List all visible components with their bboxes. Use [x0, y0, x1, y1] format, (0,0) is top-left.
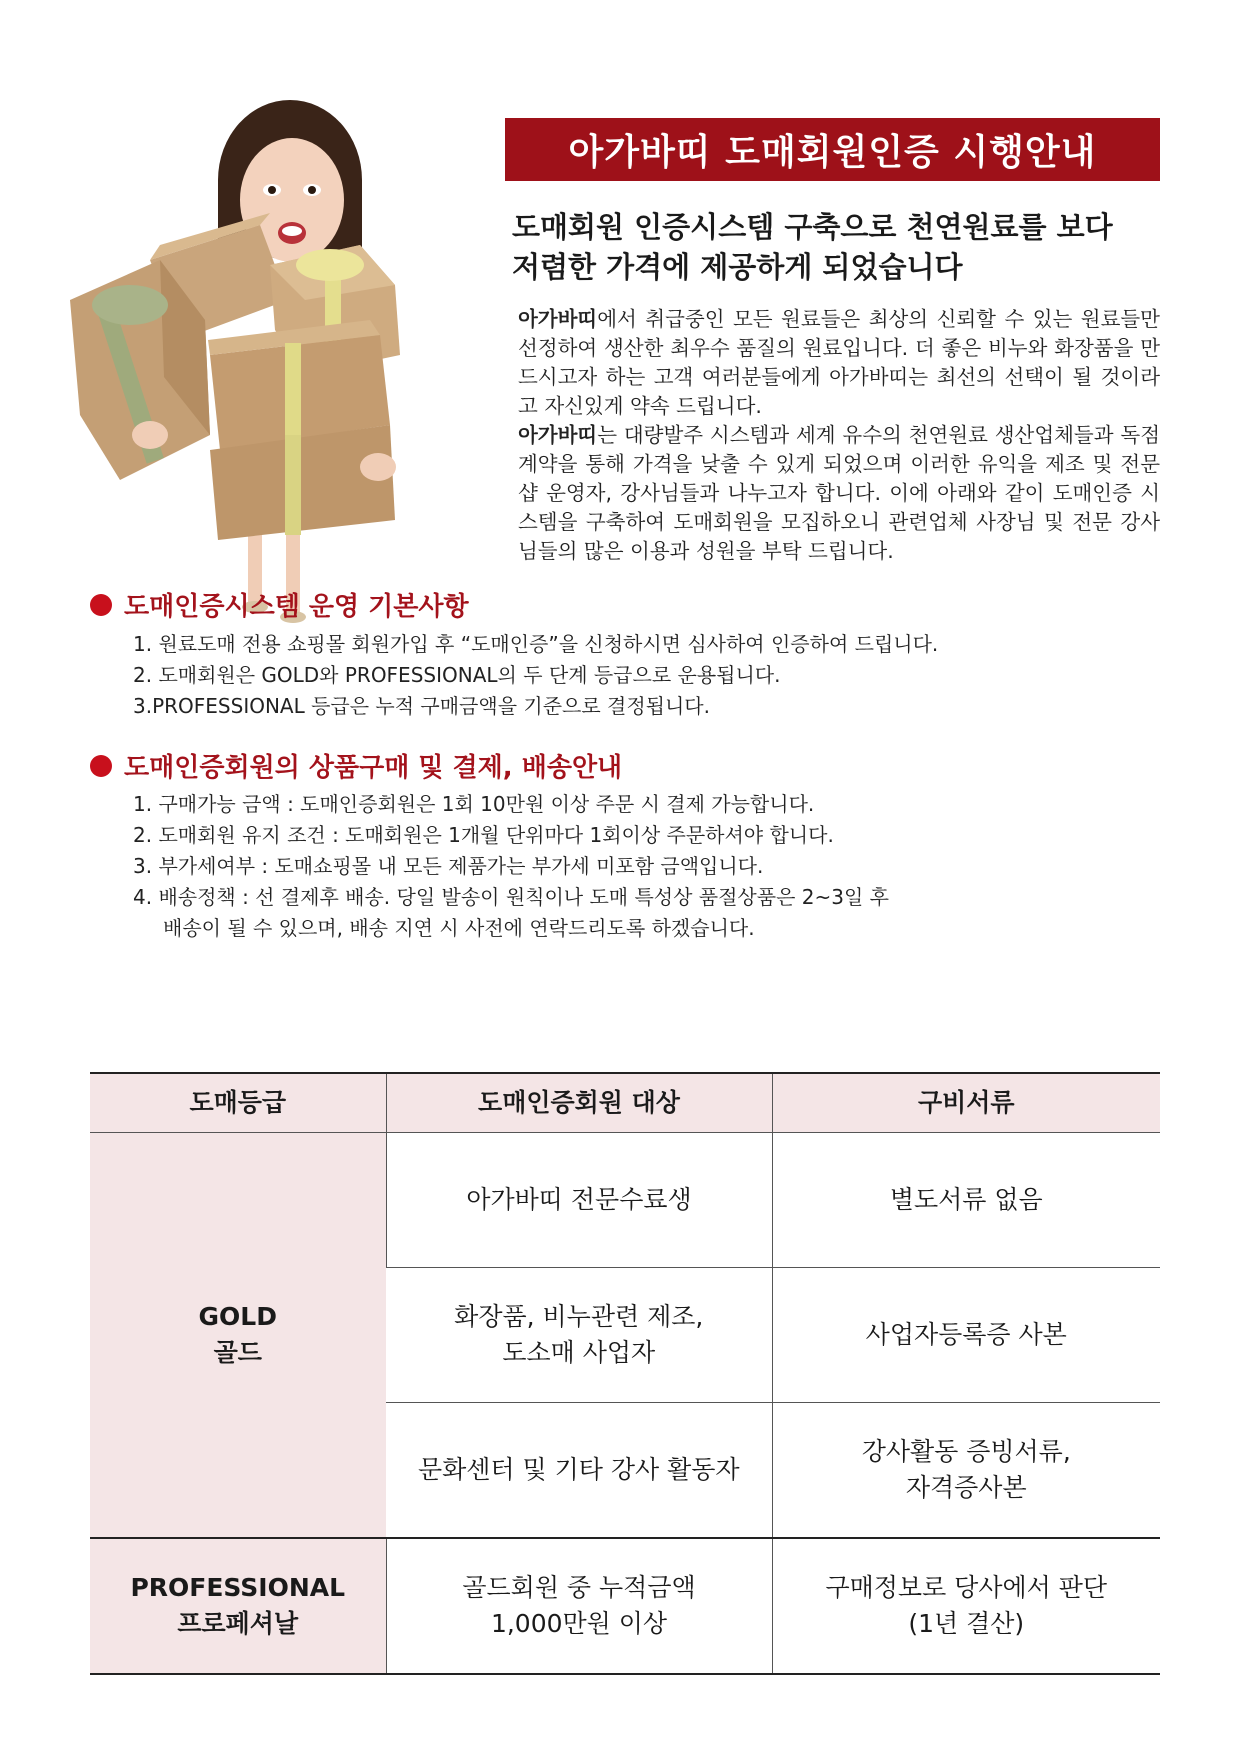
subtitle [512, 207, 1162, 287]
intro-paragraph-1-text: 에서 취급중인 모든 원료들은 최상의 신뢰할 수 있는 원료들만 선정하여 생산한 최우수 품질의 원료입니다. 더 좋은 비누와 화장품을 만드시고자 하는 고객 여러분들에게 아가바띠는 최선의 선택이 될 것이라고 자신있게 약속 드립니다. [518, 307, 1160, 418]
section-1-heading [90, 586, 469, 623]
bullet-dot-icon [90, 755, 112, 777]
list-item: 2. 도매회원은 GOLD와 PROFESSIONAL의 두 단계 등급으로 운용됩니다. [133, 663, 781, 687]
documents-cell [772, 1268, 1160, 1403]
list-item: 3.PROFESSIONAL 등급은 누적 구매금액을 기준으로 결정됩니다. [133, 694, 710, 718]
grade-gold-en: GOLD [198, 1302, 277, 1331]
brand-name: 아가바띠 [518, 307, 598, 331]
grade-gold-ko: 골드 [213, 1338, 262, 1367]
documents-line: 사업자등록증 사본 [865, 1320, 1067, 1349]
section-1-list [133, 629, 1133, 722]
list-item: 1. 원료도매 전용 쇼핑몰 회원가입 후 “도매인증”을 신청하시면 심사하여 인증하여 드립니다. [133, 632, 939, 656]
documents-line: 구매정보로 당사에서 판단 [825, 1573, 1108, 1602]
target-line: 문화센터 및 기타 강사 활동자 [417, 1455, 740, 1484]
list-item: 4. 배송정책 : 선 결제후 배송. 당일 발송이 원칙이나 도매 특성상 품절상품은 2~3일 후 [133, 885, 889, 909]
membership-grade-table [90, 1072, 1160, 1675]
table-header-row [90, 1073, 1160, 1133]
brand-name: 아가바띠 [518, 423, 598, 447]
section-2-title: 도매인증회원의 상품구매 및 결제, 배송안내 [124, 753, 623, 783]
target-cell [386, 1133, 772, 1268]
documents-line: 별도서류 없음 [889, 1185, 1043, 1214]
documents-line: 자격증사본 [905, 1473, 1027, 1502]
intro-paragraph-2-text: 는 대량발주 시스템과 세계 유수의 천연원료 생산업체들과 독점계약을 통해 가격을 낮출 수 있게 되었으며 이러한 유익을 제조 및 전문샵 운영자, 강사님들과 나누고자 합니다. 이에 아래와 같이 도매인증 시스템을 구축하여 도매회원을 모집하오니 관련업체 사장님 및 전문 강사님들의 많은 이용과 성원을 부탁 드립니다. [518, 423, 1160, 563]
list-item: 1. 구매가능 금액 : 도매인증회원은 1회 10만원 이상 주문 시 결제 가능합니다. [133, 792, 815, 816]
section-2-list [133, 789, 1133, 944]
grade-gold [90, 1133, 386, 1539]
target-cell [386, 1268, 772, 1403]
section-1-title: 도매인증시스템 운영 기본사항 [124, 592, 469, 622]
page-title-banner [505, 118, 1160, 181]
bullet-dot-icon [90, 594, 112, 616]
target-line: 아가바띠 전문수료생 [466, 1185, 692, 1214]
table-row [90, 1538, 1160, 1674]
header-grade: 도매등급 [90, 1073, 386, 1133]
target-line: 도소매 사업자 [502, 1338, 656, 1367]
target-cell [386, 1403, 772, 1539]
header-documents: 구비서류 [772, 1073, 1160, 1133]
list-item: 3. 부가세여부 : 도매쇼핑몰 내 모든 제품가는 부가세 미포함 금액입니다. [133, 854, 764, 878]
intro-paragraph-2 [518, 421, 1160, 566]
target-line: 골드회원 중 누적금액 [462, 1573, 696, 1602]
list-item-continuation: 배송이 될 수 있으며, 배송 지연 시 사전에 연락드리도록 하겠습니다. [163, 916, 755, 940]
documents-line: 강사활동 증빙서류, [861, 1437, 1071, 1466]
documents-cell [772, 1133, 1160, 1268]
target-cell [386, 1538, 772, 1674]
subtitle-line-2: 저렴한 가격에 제공하게 되었습니다 [512, 250, 963, 284]
grade-professional-en: PROFESSIONAL [130, 1573, 346, 1602]
header-target: 도매인증회원 대상 [386, 1073, 772, 1133]
grade-professional-ko: 프로페셔날 [177, 1609, 299, 1638]
gift-boxes-photo [60, 95, 490, 635]
section-2-heading [90, 747, 622, 784]
intro-text [518, 305, 1160, 566]
subtitle-line-1: 도매회원 인증시스템 구축으로 천연원료를 보다 [512, 210, 1113, 244]
target-line: 1,000만원 이상 [490, 1609, 668, 1638]
list-item: 2. 도매회원 유지 조건 : 도매회원은 1개월 단위마다 1회이상 주문하셔야 합니다. [133, 823, 834, 847]
intro-paragraph-1 [518, 305, 1160, 421]
table-row [90, 1133, 1160, 1268]
documents-line: (1년 결산) [908, 1609, 1025, 1638]
documents-cell [772, 1538, 1160, 1674]
documents-cell [772, 1403, 1160, 1539]
grade-professional [90, 1538, 386, 1674]
page-title: 아가바띠 도매회원인증 시행안내 [568, 132, 1097, 173]
target-line: 화장품, 비누관련 제조, [454, 1302, 704, 1331]
